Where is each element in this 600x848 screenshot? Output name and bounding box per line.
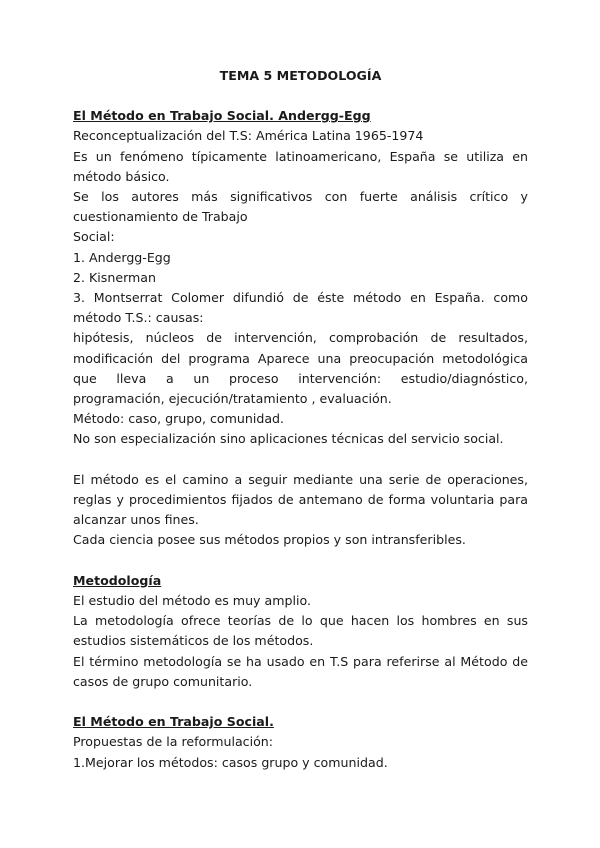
document-title: TEMA 5 METODOLOGÍA bbox=[219, 68, 382, 83]
spacer bbox=[73, 450, 528, 470]
list-item: 1.Mejorar los métodos: casos grupo y comunidad. bbox=[73, 754, 388, 770]
paragraph: Propuestas de la reformulación: bbox=[73, 734, 274, 750]
paragraph: No son especialización sino aplicaciones técnicas del servicio social. bbox=[73, 431, 504, 447]
paragraph: El término metodología se ha usado en T.S para referirse al Método de casos de grupo comunitario. bbox=[73, 653, 528, 689]
document-page bbox=[73, 66, 528, 773]
paragraph: La metodología ofrece teorías de lo que hacen los hombres en sus estudios sistemáticos de los métodos. bbox=[73, 613, 528, 649]
paragraph: hipótesis, núcleos de intervención, comprobación de resultados, modificación del programa Aparece una preocupación metodológica que lleva a un proceso intervención: estudio/diagnóstico, programación, ejecución/tratamiento , evaluación. bbox=[73, 330, 528, 407]
section-heading-metodologia: Metodología bbox=[73, 572, 162, 588]
paragraph: Método: caso, grupo, comunidad. bbox=[73, 411, 285, 427]
paragraph: Se los autores más significativos con fuerte análisis crítico y cuestionamiento de Trabajo bbox=[73, 189, 528, 225]
paragraph: El estudio del método es muy amplio. bbox=[73, 593, 311, 609]
paragraph: Reconceptualización del T.S: América Latina 1965-1974 bbox=[73, 128, 424, 144]
spacer bbox=[73, 692, 528, 712]
list-item: 2. Kisnerman bbox=[73, 269, 156, 285]
section-heading-metodo-ts: El Método en Trabajo Social. bbox=[73, 714, 274, 730]
list-item: 3. Montserrat Colomer difundió de éste método en España. como método T.S.: causas: bbox=[73, 290, 528, 326]
paragraph: Es un fenómeno típicamente latinoamericano, España se utiliza en método básico. bbox=[73, 148, 528, 184]
paragraph: Cada ciencia posee sus métodos propios y son intransferibles. bbox=[73, 532, 466, 548]
spacer bbox=[73, 551, 528, 571]
list-item: 1. Andergg-Egg bbox=[73, 249, 171, 265]
section-heading-metodo-ts-ander-egg: El Método en Trabajo Social. Andergg-Egg bbox=[73, 108, 371, 124]
paragraph: Social: bbox=[73, 229, 115, 245]
paragraph: El método es el camino a seguir mediante una serie de operaciones, reglas y procedimientos fijados de antemano de forma voluntaria para alcanzar unos fines. bbox=[73, 471, 528, 528]
